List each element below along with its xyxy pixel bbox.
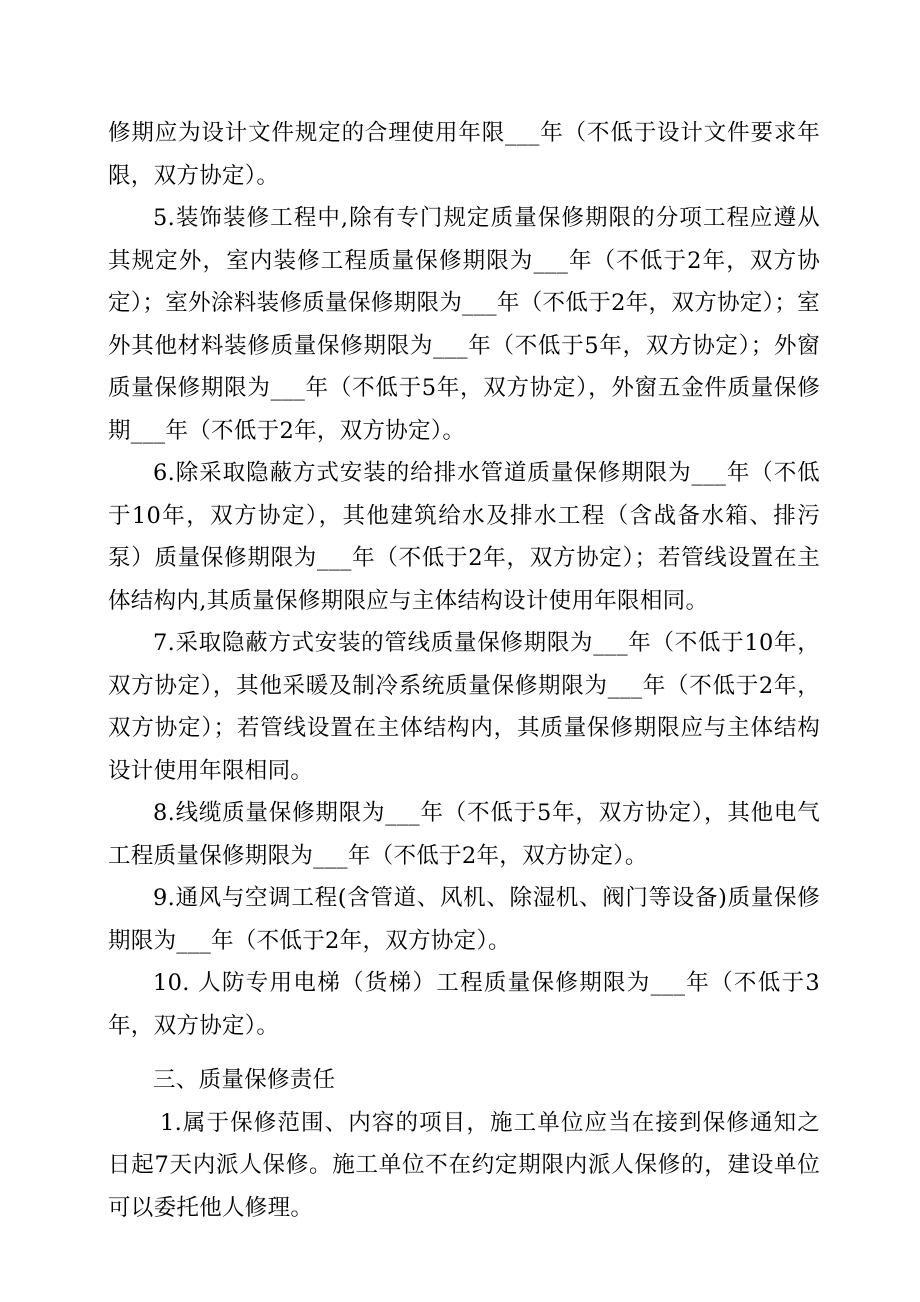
paragraph-item-8: 8.线缆质量保修期限为___年（不低于5年，双方协定），其他电气工程质量保修期限为___年（不低于2年，双方协定）。: [108, 800, 820, 869]
paragraph-item-10: 10. 人防专用电梯（货梯）工程质量保修期限为___年（不低于3年，双方协定）。: [108, 970, 820, 1039]
document-page: [108, 112, 820, 1229]
paragraph-item-9: 9.通风与空调工程(含管道、风机、除湿机、阀门等设备)质量保修期限为___年（不低于2年，双方协定）。: [108, 885, 820, 954]
paragraph-section-item-1: 1.属于保修范围、内容的项目，施工单位应当在接到保修通知之日起7天内派人保修。施工单位不在约定期限内派人保修的，建设单位可以委托他人修理。: [108, 1109, 820, 1221]
paragraph-continuation: 修期应为设计文件规定的合理使用年限___年（不低于设计文件要求年限，双方协定）。: [108, 120, 820, 189]
paragraph-item-7: 7.采取隐蔽方式安装的管线质量保修期限为___年（不低于10年，双方协定），其他采暖及制冷系统质量保修期限为___年（不低于2年，双方协定）；若管线设置在主体结构内，其质量保修期限应与主体结构设计使用年限相同。: [108, 630, 820, 784]
section-heading: 三、质量保修责任: [153, 1067, 336, 1093]
paragraph-item-5: 5.装饰装修工程中,除有专门规定质量保修期限的分项工程应遵从其规定外，室内装修工程质量保修期限为___年（不低于2年，双方协定）；室外涂料装修质量保修期限为___年（不低于2年，双方协定）；室外其他材料装修质量保修期限为___年（不低于5年，双方协定）；外窗质量保修期限为___年（不低于5年，双方协定），外窗五金件质量保修期___年（不低于2年，双方协定）。: [108, 205, 820, 444]
paragraph-item-6: 6.除采取隐蔽方式安装的给排水管道质量保修期限为___年（不低于10年，双方协定），其他建筑给水及排水工程（含战备水箱、排污泵）质量保修期限为___年（不低于2年，双方协定）；若管线设置在主体结构内,其质量保修期限应与主体结构设计使用年限相同。: [108, 460, 820, 614]
